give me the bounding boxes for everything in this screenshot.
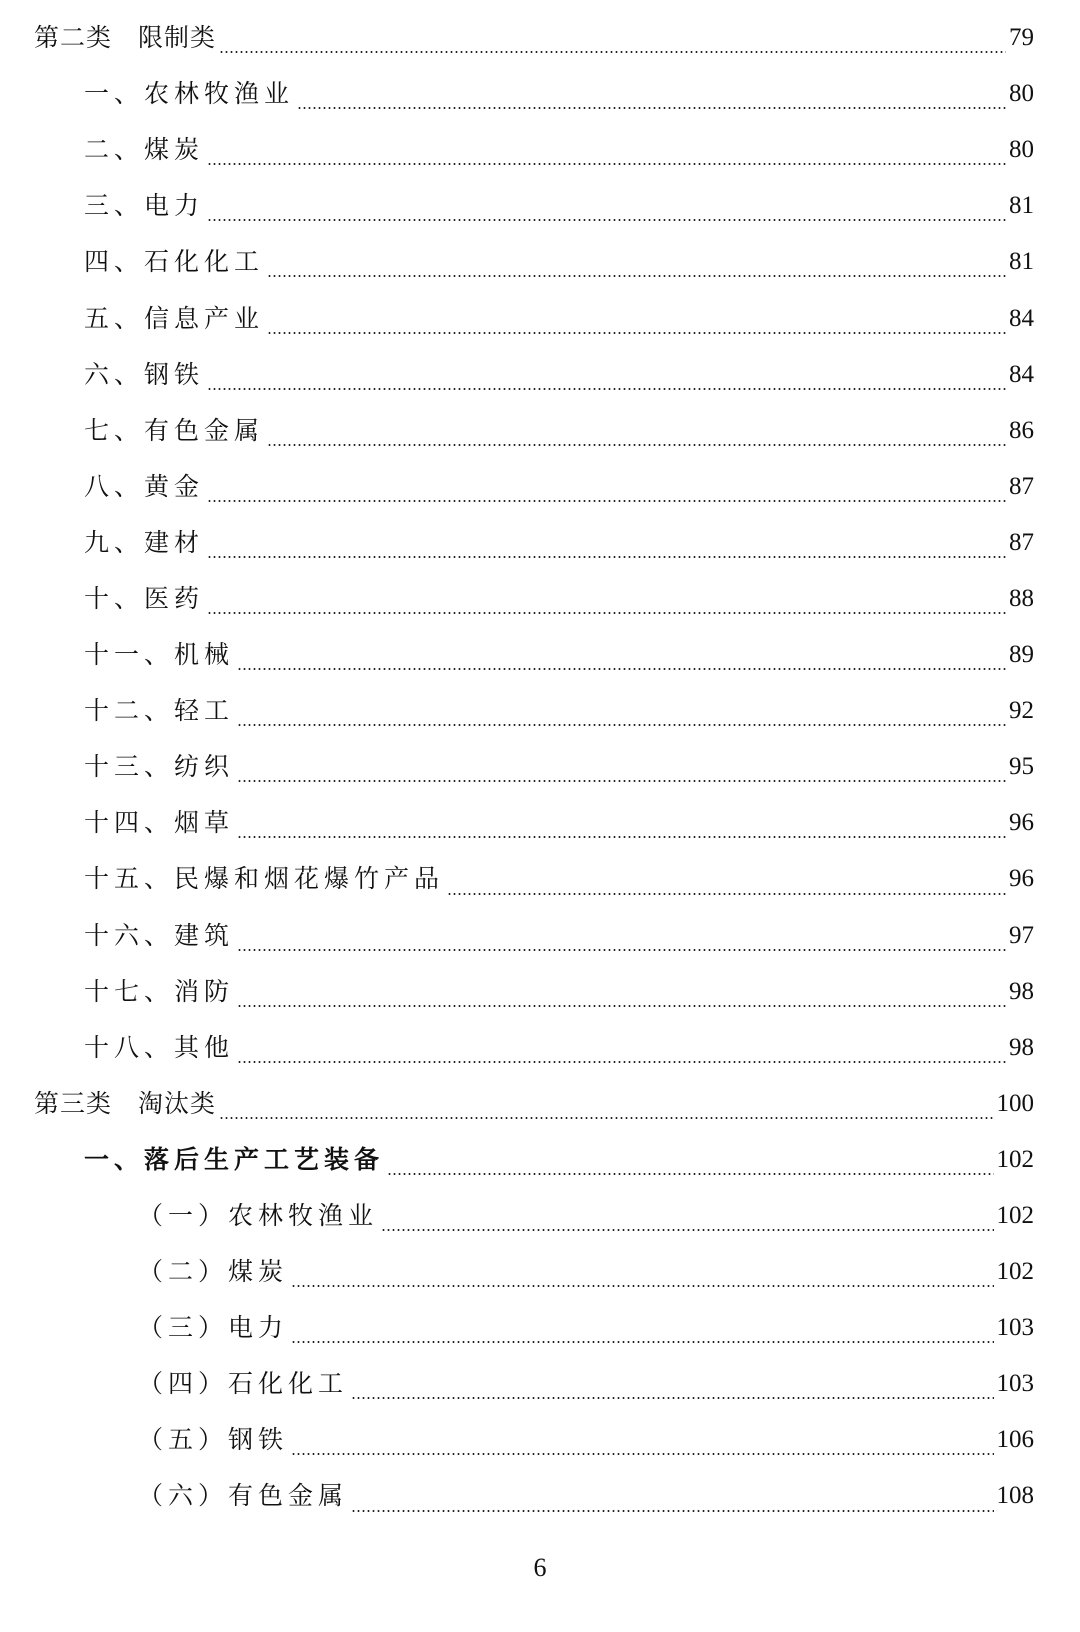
toc-entry-title: 十二、轻工 [84,696,235,726]
toc-entry-title: 十三、纺织 [84,752,235,782]
toc-entry[interactable] [0,1468,1080,1524]
toc-entry-title: （四）石化化工 [138,1369,349,1399]
toc-entry-title: 五、信息产业 [84,303,265,333]
toc-entry-title: 六、钢铁 [84,359,205,389]
toc-entry-title: 一、农林牧渔业 [84,79,295,109]
toc-entry-title: （二）煤炭 [138,1257,289,1287]
dot-leader [351,1510,993,1512]
toc-entry-page: 96 [1009,865,1034,893]
toc-entry-page: 80 [1009,80,1034,108]
dot-leader [207,500,1006,502]
dot-leader [267,275,1006,277]
toc-entry-page: 80 [1009,136,1034,164]
toc-entry-title: 十五、民爆和烟花爆竹产品 [84,864,445,894]
dot-leader [207,612,1006,614]
toc-entry[interactable] [0,403,1080,459]
toc-entry-page: 92 [1009,697,1034,725]
toc-entry-title: （一）农林牧渔业 [138,1201,379,1231]
toc-entry-title: 十六、建筑 [84,920,235,950]
dot-leader [237,780,1006,782]
toc-entry-page: 88 [1009,584,1034,612]
toc-entry[interactable] [0,66,1080,122]
toc-entry[interactable] [0,1412,1080,1468]
toc-entry[interactable] [0,739,1080,795]
toc-entry[interactable] [0,964,1080,1020]
toc-entry-page: 87 [1009,528,1034,556]
dot-leader [237,836,1006,838]
toc-entry[interactable] [0,908,1080,964]
dot-leader [207,219,1006,221]
toc-entry[interactable] [0,1300,1080,1356]
toc-entry-title: 十一、机械 [84,640,235,670]
toc-entry-page: 81 [1009,248,1034,276]
toc-entry-page: 89 [1009,641,1034,669]
table-of-contents [0,10,1080,1525]
toc-entry[interactable] [0,10,1080,66]
toc-entry-page: 102 [996,1202,1034,1230]
dot-leader [237,1061,1006,1063]
dot-leader [207,388,1006,390]
toc-entry-title: 二、煤炭 [84,135,205,165]
toc-entry-title: （三）电力 [138,1313,289,1343]
toc-entry-title: 十七、消防 [84,976,235,1006]
page-number: 6 [533,1553,547,1582]
toc-entry-title: 四、石化化工 [84,247,265,277]
toc-entry-title: （六）有色金属 [138,1481,349,1511]
dot-leader [207,163,1006,165]
toc-entry-page: 103 [996,1370,1034,1398]
toc-entry[interactable] [0,1244,1080,1300]
dot-leader [237,1005,1006,1007]
toc-entry-title: 八、黄金 [84,471,205,501]
toc-entry-title: 十四、烟草 [84,808,235,838]
toc-entry[interactable] [0,1356,1080,1412]
toc-entry-page: 98 [1009,1033,1034,1061]
toc-entry[interactable] [0,515,1080,571]
dot-leader [291,1341,993,1343]
dot-leader [237,668,1006,670]
toc-entry-title: 第二类 限制类 [34,23,217,53]
toc-entry-page: 87 [1009,472,1034,500]
dot-leader [297,107,1006,109]
dot-leader [219,51,1006,53]
dot-leader [381,1229,993,1231]
toc-entry-title: 十、医药 [84,583,205,613]
toc-entry-page: 84 [1009,304,1034,332]
toc-entry-title: （五）钢铁 [138,1425,289,1455]
toc-entry-page: 108 [996,1482,1034,1510]
toc-entry-page: 96 [1009,809,1034,837]
toc-entry[interactable] [0,122,1080,178]
toc-entry-page: 100 [996,1089,1034,1117]
toc-entry-title: 十八、其他 [84,1032,235,1062]
toc-entry-page: 97 [1009,921,1034,949]
toc-entry-page: 86 [1009,416,1034,444]
toc-entry-title: 三、电力 [84,191,205,221]
toc-entry[interactable] [0,234,1080,290]
toc-entry[interactable] [0,851,1080,907]
toc-entry-page: 102 [996,1258,1034,1286]
toc-entry-page: 102 [996,1145,1034,1173]
toc-entry-title: 第三类 淘汰类 [34,1088,217,1118]
dot-leader [207,556,1006,558]
toc-entry-page: 95 [1009,753,1034,781]
toc-entry[interactable] [0,1188,1080,1244]
dot-leader [291,1453,993,1455]
toc-entry[interactable] [0,459,1080,515]
toc-entry[interactable] [0,1132,1080,1188]
toc-entry-page: 84 [1009,360,1034,388]
toc-entry-title: 七、有色金属 [84,415,265,445]
toc-entry-page: 98 [1009,977,1034,1005]
dot-leader [267,332,1006,334]
toc-entry-page: 79 [1009,24,1034,52]
dot-leader [237,724,1006,726]
toc-entry[interactable] [0,795,1080,851]
toc-entry[interactable] [0,178,1080,234]
toc-entry[interactable] [0,571,1080,627]
toc-entry-page: 81 [1009,192,1034,220]
dot-leader [267,444,1006,446]
toc-entry-title: 一、落后生产工艺装备 [84,1144,385,1174]
toc-entry-title: 九、建材 [84,527,205,557]
toc-entry[interactable] [0,290,1080,346]
dot-leader [219,1117,993,1119]
dot-leader [447,893,1006,895]
dot-leader [291,1285,993,1287]
toc-entry[interactable] [0,683,1080,739]
toc-entry-page: 106 [996,1426,1034,1454]
toc-entry[interactable] [0,347,1080,403]
toc-entry[interactable] [0,627,1080,683]
dot-leader [351,1397,993,1399]
dot-leader [387,1173,993,1175]
toc-entry[interactable] [0,1076,1080,1132]
toc-entry-page: 103 [996,1314,1034,1342]
dot-leader [237,949,1006,951]
toc-entry[interactable] [0,1020,1080,1076]
